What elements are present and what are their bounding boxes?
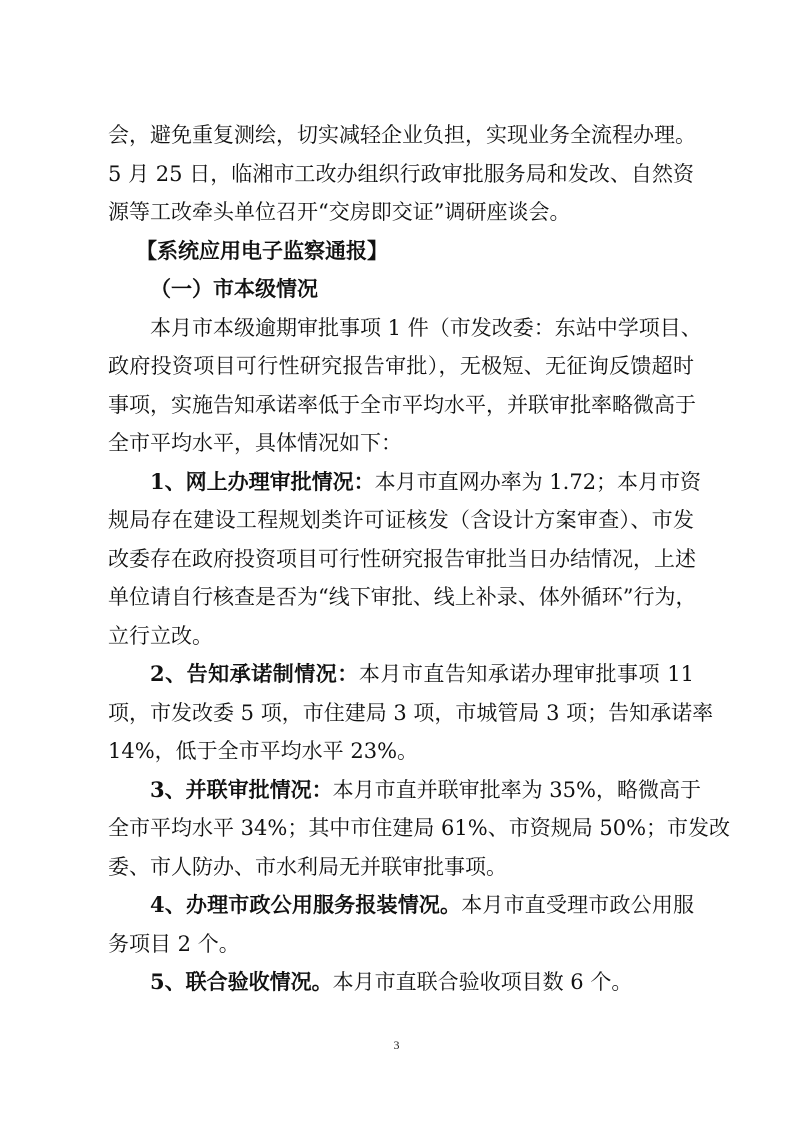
item-3-line bbox=[108, 771, 701, 810]
item-5-text: 本月市直联合验收项目数 6 个。 bbox=[332, 970, 633, 994]
item-4-text: 本月市直受理市政公用服 bbox=[461, 893, 694, 917]
item-4-line: 务项目 2 个。 bbox=[108, 931, 240, 956]
intro-line: 事项，实施告知承诺率低于全市平均水平，并联审批率略微高于 bbox=[108, 392, 696, 417]
intro-line: 全市平均水平，具体情况如下： bbox=[108, 431, 402, 455]
item-1-line: 立行立改。 bbox=[108, 623, 213, 648]
item-1-title: 1、网上办理审批情况： bbox=[150, 468, 375, 494]
item-4-line bbox=[108, 886, 694, 925]
subsection-heading: （一）市本级情况 bbox=[150, 276, 318, 301]
intro-line: 本月市本级逾期审批事项 1 件（市发改委：东站中学项目、 bbox=[150, 315, 702, 340]
item-3-line: 委、市人防办、市水利局无并联审批事项。 bbox=[108, 854, 507, 879]
item-3-text: 本月市直并联审批率为 35%，略微高于 bbox=[332, 777, 701, 802]
item-2-line: 项，市发改委 5 项，市住建局 3 项，市城管局 3 项；告知承诺率 bbox=[108, 700, 714, 725]
item-5-line bbox=[108, 963, 694, 1002]
item-3-title: 3、并联审批情况： bbox=[150, 776, 333, 802]
item-1-line: 规局存在建设工程规划类许可证核发（含设计方案审查）、市发 bbox=[108, 508, 694, 532]
page-number: 3 bbox=[393, 1038, 400, 1052]
item-2-text: 本月市直告知承诺办理审批事项 11 bbox=[358, 662, 694, 686]
paragraph-line: 5 月 25 日，临湘市工改办组织行政审批服务局和发改、自然资 bbox=[108, 161, 694, 186]
item-1-text: 本月市直网办率为 1.72；本月市资 bbox=[374, 469, 702, 494]
item-2-line: 14%，低于全市平均水平 23%。 bbox=[108, 739, 419, 763]
item-1-line bbox=[108, 463, 702, 502]
item-2-title: 2、告知承诺制情况： bbox=[150, 661, 359, 686]
item-2-line bbox=[108, 655, 694, 694]
section-heading: 【系统应用电子监察通报】 bbox=[136, 237, 388, 263]
item-5-title: 5、联合验收情况。 bbox=[150, 969, 333, 994]
item-1-line: 单位请自行核查是否为“线下审批、线上补录、体外循环”行为， bbox=[108, 585, 697, 609]
intro-line: 政府投资项目可行性研究报告审批），无极短、无征询反馈超时 bbox=[108, 354, 694, 378]
paragraph-line: 会，避免重复测绘，切实减轻企业负担，实现业务全流程办理。 bbox=[108, 123, 696, 147]
item-3-line: 全市平均水平 34%；其中市住建局 61%、市资规局 50%；市发改 bbox=[108, 816, 731, 840]
document-body bbox=[108, 116, 731, 1002]
item-4-title: 4、办理市政公用服务报装情况。 bbox=[150, 892, 462, 917]
paragraph-line: 源等工改牵头单位召开“交房即交证”调研座谈会。 bbox=[108, 200, 571, 224]
item-1-line: 改委存在政府投资项目可行性研究报告审批当日办结情况，上述 bbox=[108, 546, 696, 571]
